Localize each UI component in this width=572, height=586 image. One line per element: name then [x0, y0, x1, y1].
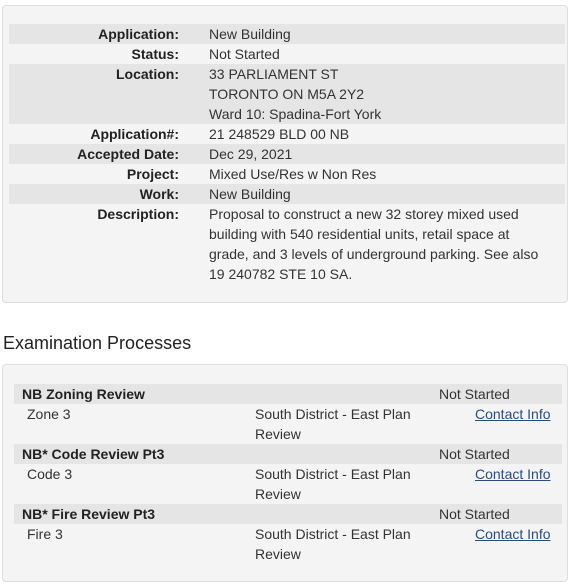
section-title: Examination Processes: [3, 333, 192, 353]
process-name: NB Zoning Review: [22, 386, 145, 402]
detail-label: Project:: [126, 166, 179, 182]
district-name: South District - East Plan Review: [255, 406, 411, 442]
detail-label: Location:: [116, 66, 179, 82]
detail-row-status: [9, 44, 565, 64]
detail-value-line: 21 248529 BLD 00 NB: [209, 126, 350, 142]
detail-value-line: Ward 10: Spadina-Fort York: [209, 106, 382, 122]
detail-value-line: Mixed Use/Res w Non Res: [209, 166, 377, 182]
detail-value-line: Not Started: [209, 46, 280, 62]
process-detail-row: [14, 404, 562, 444]
process-row: [14, 384, 562, 404]
detail-row-application: [9, 24, 565, 44]
detail-value-line: 33 PARLIAMENT ST: [209, 66, 339, 82]
detail-value: [209, 124, 547, 144]
detail-value: [209, 24, 547, 44]
process-name: NB* Code Review Pt3: [22, 446, 165, 462]
detail-row-location: [9, 64, 565, 124]
process-row: [14, 444, 562, 464]
detail-value: [209, 164, 547, 184]
description-text: Proposal to construct a new 32 storey mixed used building with 540 residential units, retail space at grade, and 3 levels of underground parking. See also 19 240782 STE 10 SA.: [209, 206, 539, 282]
process-status: Not Started: [439, 446, 510, 462]
detail-value-line: New Building: [209, 186, 291, 202]
contact-info-link[interactable]: Contact Info: [475, 526, 551, 542]
detail-row-application-number: [9, 124, 565, 144]
detail-label: Description:: [97, 206, 179, 222]
detail-value: [209, 44, 547, 64]
detail-label: Status:: [131, 46, 179, 62]
examiner-name: Fire 3: [27, 526, 63, 542]
detail-row-work: [9, 184, 565, 204]
examiner-name: Zone 3: [27, 406, 71, 422]
detail-value: [209, 64, 547, 124]
detail-value-line: TORONTO ON M5A 2Y2: [209, 86, 365, 102]
detail-row-description: [9, 204, 565, 284]
detail-value: [209, 184, 547, 204]
detail-value-line: New Building: [209, 26, 291, 42]
detail-row-project: [9, 164, 565, 184]
contact-info-link[interactable]: Contact Info: [475, 406, 551, 422]
process-row: [14, 504, 562, 524]
process-detail-row: [14, 464, 562, 504]
detail-label: Application#:: [90, 126, 179, 142]
process-status: Not Started: [439, 506, 510, 522]
detail-value: [209, 144, 547, 164]
detail-value-line: Dec 29, 2021: [209, 146, 293, 162]
district-name: South District - East Plan Review: [255, 466, 411, 502]
process-name: NB* Fire Review Pt3: [22, 506, 156, 522]
detail-row-accepted-date: [9, 144, 565, 164]
detail-label: Work:: [139, 186, 179, 202]
contact-info-link[interactable]: Contact Info: [475, 466, 551, 482]
district-name: South District - East Plan Review: [255, 526, 411, 562]
detail-label: Accepted Date:: [77, 146, 179, 162]
process-status: Not Started: [439, 386, 510, 402]
application-details-panel: [2, 5, 568, 303]
process-detail-row: [14, 524, 562, 564]
examiner-name: Code 3: [27, 466, 73, 482]
detail-label: Application:: [98, 26, 179, 42]
